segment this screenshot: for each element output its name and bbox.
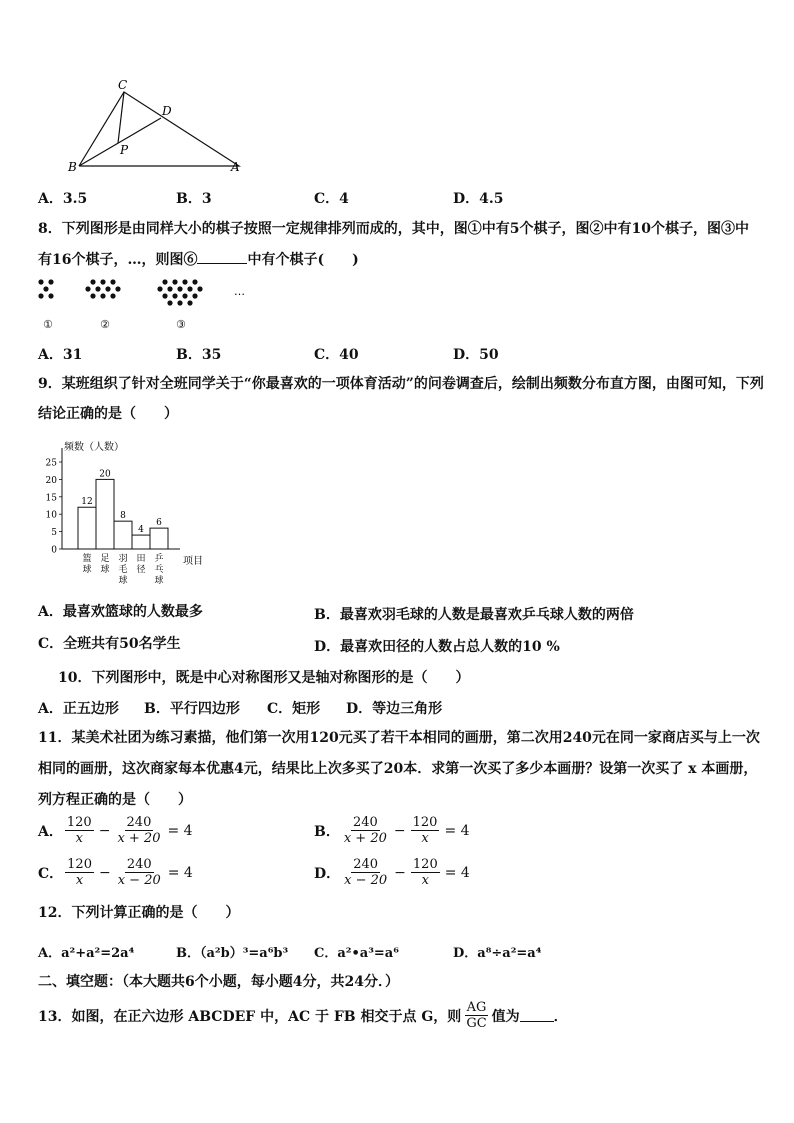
y-tick-label: 0 (51, 545, 57, 556)
category-label: 羽 (118, 554, 128, 564)
fraction: $\frac{120}{x}$ (412, 815, 438, 846)
category-label: 田 (136, 554, 146, 564)
category-label: 篮 (82, 554, 92, 564)
y-tick-label: 20 (45, 475, 57, 486)
fraction: $\frac{240}{x + 20}$ (117, 815, 161, 846)
q10-option-d: D．等边三角形 (346, 701, 443, 717)
q8-stem-line2-b: 中有个棋子( ) (247, 252, 359, 268)
pattern-ellipsis: … (234, 285, 245, 298)
q9-stem-line2: 结论正确的是（ ） (38, 406, 178, 422)
q7-option-a: A．3.5 (38, 191, 88, 207)
q13-end: ． (553, 1008, 568, 1025)
category-label: 径 (136, 565, 146, 575)
q9-stem-line1: 9．某班组织了针对全班同学关于“你最喜欢的一项体育活动”的问卷调查后，绘制出频数分布直方图，由图可知，下列 (38, 376, 764, 392)
category-label: 乓 (154, 565, 164, 575)
chess-pattern-figure (36, 278, 266, 318)
bar (96, 479, 114, 549)
q12-option-b: B．（a²b）³=a⁶b³ (176, 946, 289, 961)
histogram-chart (40, 436, 220, 596)
pattern-3 (157, 279, 202, 305)
fraction: $\frac{240}{x + 20}$ (343, 815, 387, 846)
q7-option-b: B．3 (176, 191, 212, 207)
pattern-1 (38, 279, 53, 298)
q12-option-c: C．a²•a³=a⁶ (314, 946, 399, 961)
q11-option-d: D． $\frac{240}{x - 20}$ − $\frac{120}{x}$ = 4 (314, 857, 470, 888)
category-label: 球 (118, 576, 128, 586)
q11-option-a: A． $\frac{120}{x}$ − $\frac{240}{x + 20}$ = 4 (38, 815, 193, 846)
vertex-label-a: A (231, 160, 240, 174)
q12-option-a: A．a²+a²=2a⁴ (38, 946, 135, 961)
q9-option-b: B．最喜欢羽毛球的人数是最喜欢乒乓球人数的两倍 (314, 607, 634, 623)
chart-ylabel: 频数（人数） (64, 442, 124, 453)
q8-option-c: C．40 (314, 347, 359, 363)
vertex-label-p: P (120, 143, 129, 157)
pattern-label-2: ② (100, 318, 110, 331)
q9-option-c: C．全班共有50名学生 (38, 636, 181, 652)
fraction: $\frac{120}{x}$ (412, 857, 438, 888)
q12-stem: 12．下列计算正确的是（ ） (38, 905, 240, 921)
bar (78, 507, 96, 549)
bar-value-label: 20 (99, 469, 111, 480)
category-label: 毛 (118, 565, 128, 575)
vertex-label-c: C (118, 78, 128, 92)
pattern-2 (85, 279, 120, 298)
bar-value-label: 4 (138, 525, 144, 536)
q11-option-b: B． $\frac{240}{x + 20}$ − $\frac{120}{x}$ = 4 (314, 815, 470, 846)
q8-option-a: A．31 (38, 347, 83, 363)
triangle-figure (60, 78, 250, 178)
q8-option-b: B．35 (176, 347, 222, 363)
y-tick-label: 25 (45, 458, 57, 469)
fraction: $\frac{240}{x - 20}$ (344, 857, 388, 888)
q7-option-d: D．4.5 (453, 191, 504, 207)
category-label: 乒 (154, 554, 164, 564)
y-tick-label: 15 (45, 493, 57, 504)
q11-stem-line1: 11．某美术社团为练习素描，他们第一次用120元买了若干本相同的画册，第二次用240元在同一家商店买与上一次 (38, 730, 760, 746)
q11-stem-line2: 相同的画册，这次商家每本优惠4元，结果比上次多买了20本．求第一次买了多少本画册？设第一次买了 x 本画册， (38, 761, 758, 777)
q10-stem: 10．下列图形中，既是中心对称图形又是轴对称图形的是（ ） (58, 670, 470, 686)
category-label: 球 (154, 576, 164, 586)
q9-option-d: D．最喜欢田径的人数占总人数的10 % (314, 639, 560, 655)
bar-value-label: 6 (156, 518, 162, 529)
pattern-label-1: ① (43, 318, 53, 331)
chart-xlabel: 项目 (183, 556, 203, 567)
q8-stem-line2 (38, 251, 359, 268)
bar-value-label: 8 (120, 511, 126, 522)
vertex-label-b: B (68, 160, 77, 174)
category-label: 球 (82, 565, 92, 575)
answer-blank (197, 251, 247, 264)
q13-stem (38, 1000, 568, 1031)
q10-option-b: B．平行四边形 (144, 701, 240, 717)
section-heading: 二、填空题：（本大题共6个小题，每小题4分，共24分．） (38, 974, 399, 990)
y-tick-label: 10 (45, 510, 57, 521)
fraction: $\frac{120}{x}$ (66, 815, 92, 846)
bar (132, 535, 150, 549)
category-label: 足 (100, 554, 110, 564)
q8-stem-line1: 8．下列图形是由同样大小的棋子按照一定规律排列而成的，其中，图①中有5个棋子，图②中有10个棋子，图③中 (38, 221, 749, 237)
vertex-label-d: D (162, 104, 172, 118)
q11-stem-line3: 列方程正确的是（ ） (38, 792, 192, 808)
q10-option-a: A．正五边形 (38, 701, 119, 717)
y-tick-label: 5 (51, 528, 57, 539)
q9-option-a: A．最喜欢篮球的人数最多 (38, 604, 203, 620)
category-label: 球 (100, 565, 110, 575)
q11-option-c: C． $\frac{120}{x}$ − $\frac{240}{x - 20}$ = 4 (38, 857, 193, 888)
pattern-label-3: ③ (176, 318, 186, 331)
bar (114, 521, 132, 549)
q7-option-c: C．4 (314, 191, 349, 207)
bar (150, 528, 168, 549)
q10-option-c: C．矩形 (267, 701, 321, 717)
fraction: $\frac{240}{x - 20}$ (117, 857, 161, 888)
answer-blank (520, 1009, 554, 1022)
q13-suffix: 值为 (491, 1008, 520, 1025)
bar-value-label: 12 (81, 497, 93, 508)
q8-option-d: D．50 (453, 347, 499, 363)
fraction: $\frac{120}{x}$ (67, 857, 92, 888)
q12-option-d: D．a⁸÷a²=a⁴ (453, 946, 542, 961)
q8-stem-line2-a: 有16个棋子，…，则图⑥ (38, 252, 198, 268)
ratio-fraction: $\frac{AG}{GC}$ (466, 1000, 487, 1031)
q13-prefix: 13．如图，在正六边形 ABCDEF 中，AC 于 FB 相交于点 G，则 (38, 1008, 462, 1025)
